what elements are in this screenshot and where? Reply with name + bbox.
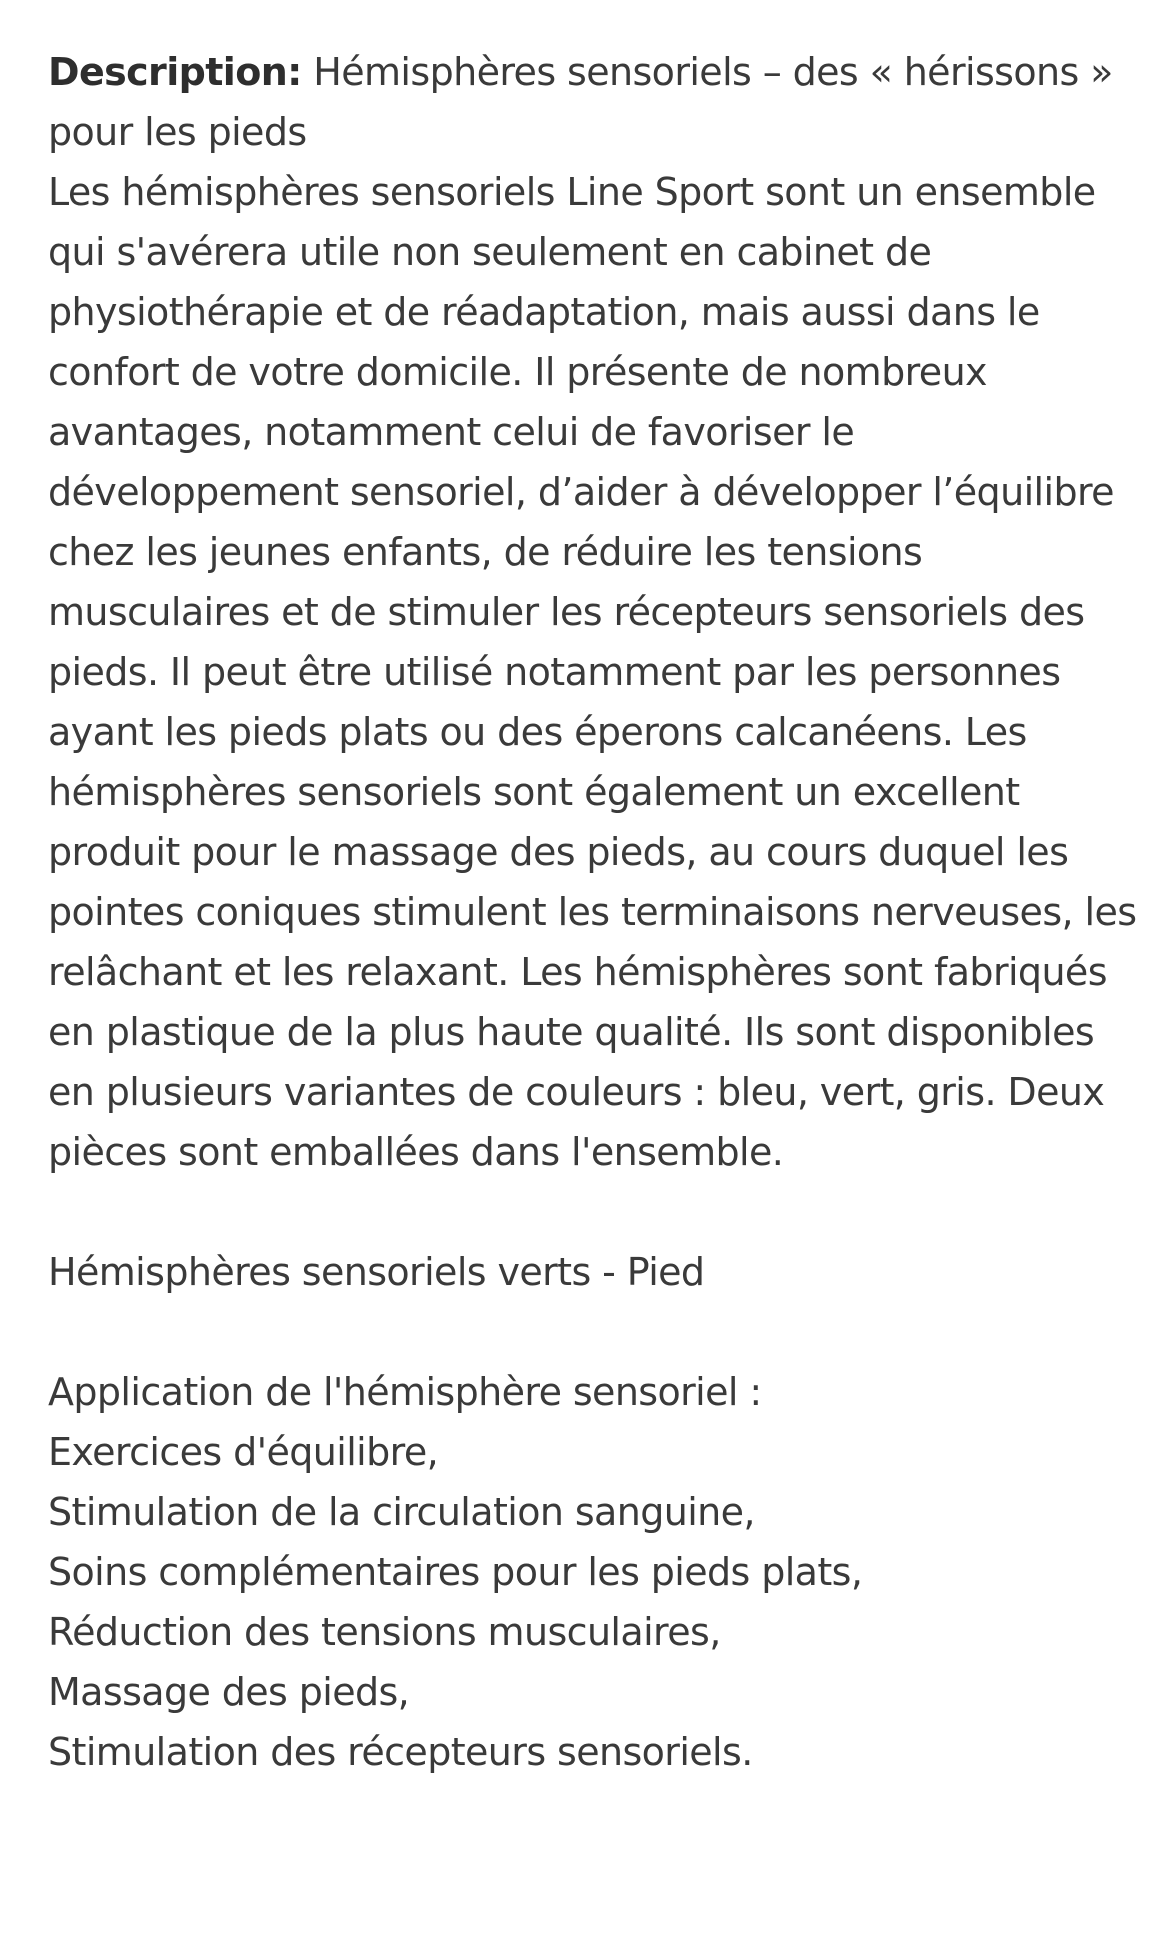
list-item: Stimulation de la circulation sanguine, [48, 1490, 755, 1534]
description-title: Hémisphères sensoriels – des « hérissons » pour les pieds [48, 50, 1113, 154]
description-label: Description: [48, 50, 302, 94]
spacer [48, 1302, 1138, 1362]
description-paragraph [48, 42, 1138, 1182]
list-item: Réduction des tensions musculaires, [48, 1610, 721, 1654]
variant-line: Hémisphères sensoriels verts - Pied [48, 1250, 705, 1294]
description-body: Les hémisphères sensoriels Line Sport sont un ensemble qui s'avérera utile non seulement en cabinet de physiothérapie et de réadaptation, mais aussi dans le confort de votre domicile. Il présente de nombreux avantages, notamment celui de favoriser le développement sensoriel, d’aider à développer l’équilibre chez les jeunes enfants, de réduire les tensions musculaires et de stimuler les récepteurs sensoriels des pieds. Il peut être utilisé notamment par les personnes ayant les pieds plats ou des éperons calcanéens. Les hémisphères sensoriels sont également un excellent produit pour le massage des pieds, au cours duquel les pointes coniques stimulent les terminaisons nerveuses, les relâchant et les relaxant. Les hémisphères sont fabriqués en plastique de la plus haute qualité. Ils sont disponibles en plusieurs variantes de couleurs : bleu, vert, gris. Deux pièces sont emballées dans l'ensemble. [48, 170, 1137, 1174]
application-heading: Application de l'hémisphère sensoriel : [48, 1370, 762, 1414]
list-item: Stimulation des récepteurs sensoriels. [48, 1730, 753, 1774]
list-item: Soins complémentaires pour les pieds plats, [48, 1550, 863, 1594]
spacer [48, 1182, 1138, 1242]
list-item: Exercices d'équilibre, [48, 1430, 439, 1474]
product-description [48, 42, 1138, 1782]
application-section [48, 1362, 1138, 1782]
list-item: Massage des pieds, [48, 1670, 410, 1714]
